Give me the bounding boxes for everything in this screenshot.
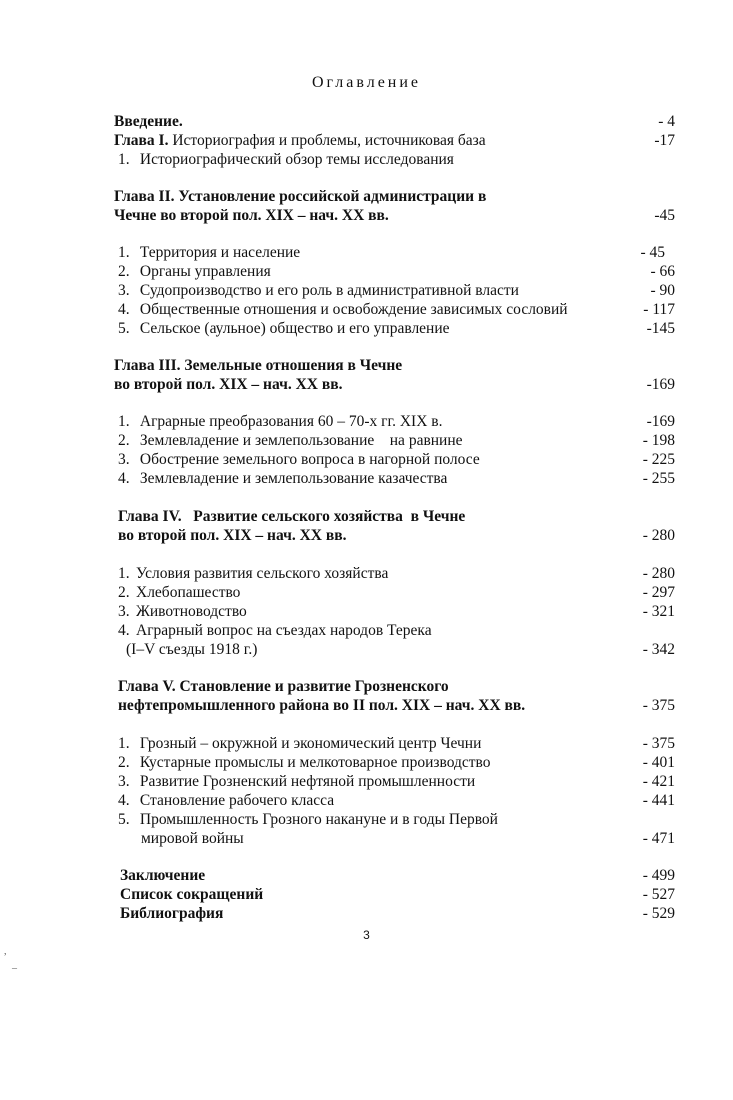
toc-entry (0, 753, 733, 772)
toc-entry-text: Развитие Грозненский нефтяной промышленности (139, 773, 476, 790)
toc-entry-number: 2. (118, 754, 130, 771)
toc-entry-page: - 499 (642, 867, 675, 884)
toc-entry-page: -17 (654, 132, 675, 149)
toc-entry-number: 2. (118, 584, 130, 601)
toc-entry (0, 375, 733, 394)
toc-entry-page: - 297 (642, 584, 675, 601)
toc-title: Оглавление (311, 74, 422, 91)
toc-entry (0, 564, 733, 583)
toc-entry-text: мировой войны (141, 830, 244, 847)
toc-entry-text: Кустарные промыслы и мелкотоварное производство (139, 754, 491, 771)
toc-entry (0, 112, 733, 131)
toc-entry-page: -169 (646, 413, 675, 430)
toc-entry (0, 150, 733, 169)
toc-entry-text: Историография и проблемы, источниковая база (168, 132, 486, 149)
toc-entry (0, 791, 733, 810)
toc-entry-page: - 90 (650, 282, 675, 299)
toc-entry-text: во второй пол. XIX – нач. XX вв. (114, 376, 343, 393)
toc-entry-page: - 401 (642, 754, 675, 771)
toc-entry-number: 2. (118, 432, 130, 449)
toc-entry (0, 469, 733, 488)
toc-entry-text: Территория и население (139, 244, 301, 261)
toc-entry (0, 131, 733, 150)
toc-entry (0, 810, 733, 829)
toc-entry (0, 677, 733, 696)
toc-entry (0, 772, 733, 791)
toc-entry-text: Общественные отношения и освобождение зависимых сословий (139, 301, 568, 318)
toc-entry (0, 734, 733, 753)
toc-entry (0, 507, 733, 526)
toc-entry-number: 4. (118, 470, 130, 487)
toc-entry-number: 2. (118, 263, 130, 280)
toc-entry (0, 696, 733, 715)
toc-entry (0, 866, 733, 885)
toc-entry-text: Глава IV. Развитие сельского хозяйства в Чечне (118, 508, 466, 525)
toc-entry-page: - 225 (642, 451, 675, 468)
toc-entry-page: - 321 (642, 603, 675, 620)
toc-entry-text: Землевладение и землепользование казачества (139, 470, 448, 487)
toc-entry-page: - 342 (642, 641, 675, 658)
scan-speck: , (4, 946, 7, 957)
toc-entry-number: 1. (118, 413, 130, 430)
toc-entry (0, 300, 733, 319)
toc-entry-page: - 280 (642, 565, 675, 582)
scan-speck: – (12, 963, 17, 974)
toc-entry-text: Введение. (114, 113, 183, 130)
toc-entry-page: - 4 (658, 113, 675, 130)
toc-entry-number: 4. (118, 792, 130, 809)
toc-entry (0, 450, 733, 469)
toc-entry-page: - 375 (642, 735, 675, 752)
toc-entry-text: Аграрные преобразования 60 – 70-х гг. XIX в. (139, 413, 443, 430)
toc-entry (0, 319, 733, 338)
toc-entry-page: - 255 (642, 470, 675, 487)
page-number: 3 (363, 928, 370, 942)
toc-entry (0, 206, 733, 225)
toc-entry (0, 640, 733, 659)
toc-entry-text: Чечне во второй пол. XIX – нач. XX вв. (114, 207, 389, 224)
toc-entry (0, 526, 733, 545)
toc-entry-number: 5. (118, 811, 130, 828)
toc-entry-page: - 421 (642, 773, 675, 790)
toc-entry-text: Обострение земельного вопроса в нагорной полосе (139, 451, 480, 468)
toc-entry-text: Историографический обзор темы исследования (139, 151, 454, 168)
toc-entry (0, 356, 733, 375)
toc-entry-text: (I–V съезды 1918 г.) (126, 641, 258, 658)
toc-entry-number: 1. (118, 244, 130, 261)
toc-entry-label: Глава I. (114, 132, 169, 149)
toc-entry-text: Аграрный вопрос на съездах народов Терека (136, 622, 432, 639)
toc-entry-number: 3. (118, 451, 130, 468)
toc-entry (0, 431, 733, 450)
toc-entry (0, 583, 733, 602)
toc-entry-text: нефтепромышленного района во II пол. XIX – нач. XX вв. (118, 697, 526, 714)
toc-entry-text: Глава V. Становление и развитие Грозненского (118, 678, 449, 695)
toc-entry (0, 829, 733, 848)
toc-entry-number: 4. (118, 301, 130, 318)
toc-entry (0, 885, 733, 904)
toc-entry-number: 3. (118, 603, 130, 620)
toc-entry-page: -169 (646, 376, 675, 393)
toc-entry-text: Заключение (120, 867, 206, 884)
toc-entry-page: - 45 (640, 244, 665, 261)
toc-entry-text: Органы управления (139, 263, 271, 280)
toc-entry-page: -45 (654, 207, 675, 224)
toc-entry (0, 904, 733, 923)
toc-entry-page: - 66 (650, 263, 675, 280)
toc-entry-page: - 117 (643, 301, 675, 318)
toc-entry-page: -145 (646, 320, 675, 337)
toc-entry-number: 1. (118, 735, 130, 752)
toc-entry-text: Глава II. Установление российской администрации в (114, 188, 487, 205)
toc-entry-text: Судопроизводство и его роль в административной власти (139, 282, 519, 299)
toc-entry (0, 602, 733, 621)
toc-entry-number: 3. (118, 282, 130, 299)
toc-entry-number: 1. (118, 565, 130, 582)
toc-entry-page: - 471 (642, 830, 675, 847)
toc-entry-number: 5. (118, 320, 130, 337)
toc-entry-text: Список сокращений (120, 886, 264, 903)
toc-entry (0, 281, 733, 300)
toc-entry-text: во второй пол. XIX – нач. XX вв. (118, 527, 347, 544)
toc-entry-text: Землевладение и землепользование на равнине (139, 432, 463, 449)
toc-entry-text: Становление рабочего класса (139, 792, 335, 809)
toc-entry (0, 187, 733, 206)
toc-entry (0, 412, 733, 431)
toc-entry-number: 3. (118, 773, 130, 790)
toc-entry-text: Хлебопашество (136, 584, 241, 601)
toc-entry (0, 621, 733, 640)
toc-entry (0, 262, 733, 281)
toc-entry-text: Промышленность Грозного накануне и в годы Первой (139, 811, 498, 828)
toc-entry-number: 4. (118, 622, 130, 639)
toc-entry-page: - 198 (642, 432, 675, 449)
toc-entry-page: - 375 (642, 697, 675, 714)
toc-entry-text: Сельское (аульное) общество и его управление (139, 320, 450, 337)
toc-entry-text: Глава III. Земельные отношения в Чечне (114, 357, 403, 374)
toc-entry-number: 1. (118, 151, 130, 168)
toc-entry-page: - 529 (642, 905, 675, 922)
toc-entry-page: - 441 (642, 792, 675, 809)
toc-entry-text: Библиография (120, 905, 224, 922)
toc-entry-text: Грозный – окружной и экономический центр Чечни (139, 735, 482, 752)
toc-entry-page: - 280 (642, 527, 675, 544)
toc-entry-text: Условия развития сельского хозяйства (136, 565, 389, 582)
toc-entry-page: - 527 (642, 886, 675, 903)
toc-entry (0, 243, 733, 262)
toc-entry-text: Животноводство (136, 603, 247, 620)
